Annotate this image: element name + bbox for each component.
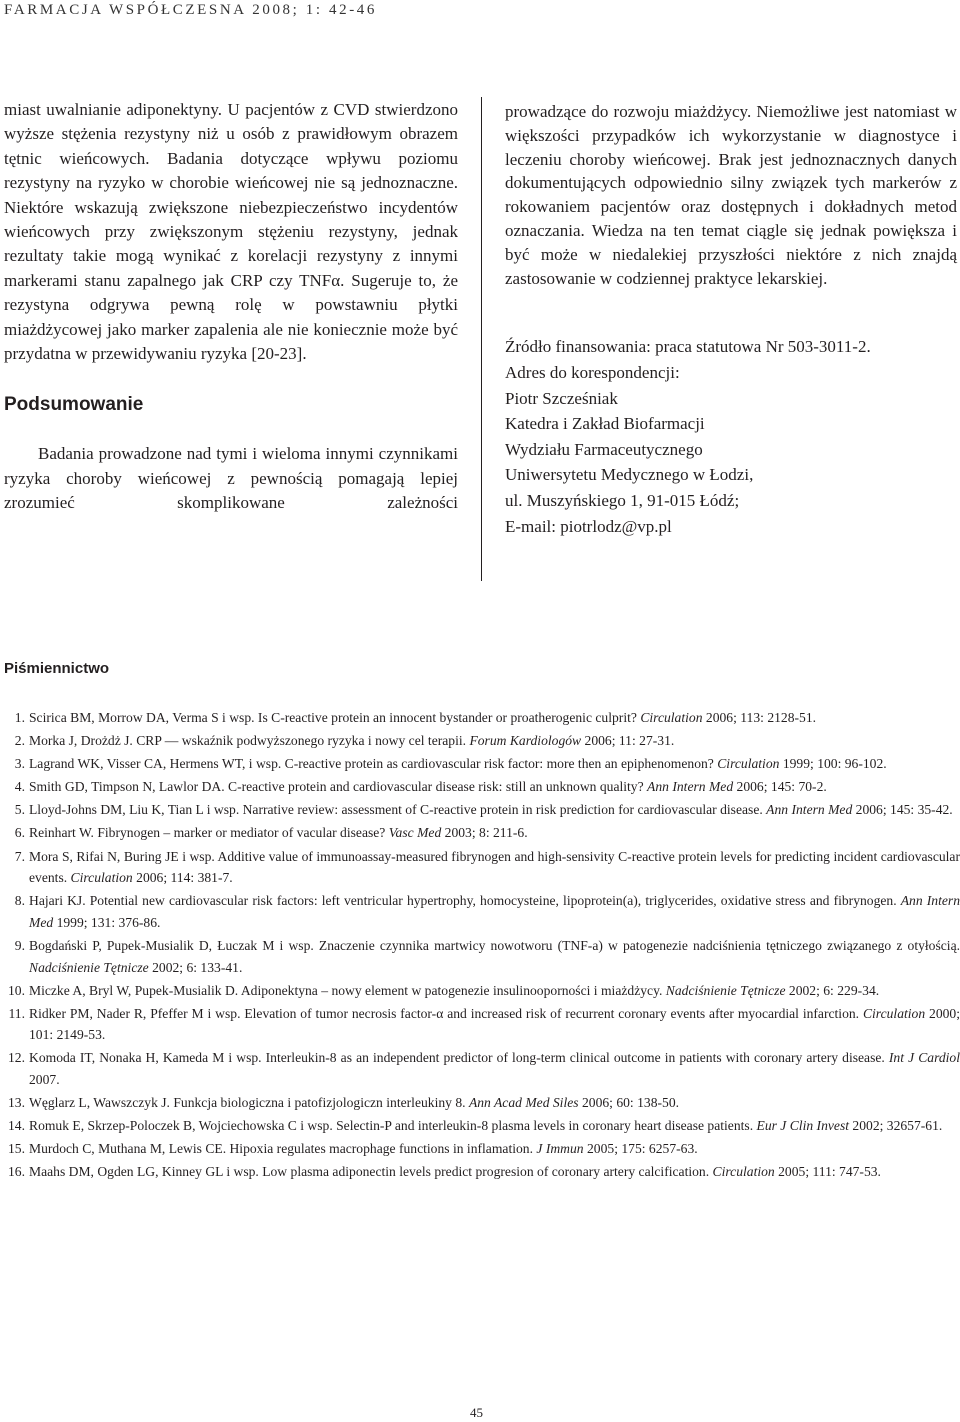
address-label: Adres do korespondencji: bbox=[505, 362, 680, 382]
reference-item bbox=[4, 1092, 960, 1114]
reference-item bbox=[4, 799, 960, 821]
author-name: Piotr Szcześniak bbox=[505, 388, 618, 408]
reference-text: Komoda IT, Nonaka H, Kameda M i wsp. Interleukin-8 as an independent predictor of long-term clinical outcome in patients with coronary artery disease. bbox=[29, 1050, 885, 1066]
reference-citation: 1999; 131: 376-86. bbox=[56, 914, 161, 930]
reference-item bbox=[4, 753, 960, 775]
faculty-line: Wydziału Farmaceutycznego bbox=[505, 439, 703, 459]
reference-number: 7. bbox=[14, 848, 25, 864]
reference-journal: Circulation bbox=[712, 1164, 775, 1180]
reference-text: Hajari KJ. Potential new cardiovascular risk factors: left ventricular hypertrophy, homocysteine, lipoprotein(a), triglycerides, oxidative stress and fibrynogen. bbox=[29, 893, 897, 909]
reference-journal: Nadciśnienie Tętnicze bbox=[29, 959, 149, 975]
reference-number: 1. bbox=[14, 710, 25, 725]
reference-journal: Ann Intern Med bbox=[766, 802, 853, 818]
reference-text: Ridker PM, Nader R, Pfeffer M i wsp. Elevation of tumor necrosis factor-α and increased risk of recurrent coronary events after myocardial infarction. bbox=[29, 1005, 860, 1021]
reference-number: 6. bbox=[14, 825, 25, 841]
reference-item bbox=[4, 935, 960, 978]
reference-journal: Int J Cardiol bbox=[888, 1050, 960, 1066]
reference-citation: 2007. bbox=[29, 1072, 60, 1087]
reference-text: Lloyd-Johns DM, Liu K, Tian L i wsp. Narrative review: assessment of C-reactive protein in risk prediction for cardiovascular disease. bbox=[29, 802, 763, 818]
reference-number: 16. bbox=[8, 1164, 25, 1180]
reference-journal: Circulation bbox=[640, 710, 703, 725]
reference-journal: Ann Acad Med Siles bbox=[468, 1095, 579, 1111]
reference-journal: Ann Intern Med bbox=[647, 779, 734, 795]
reference-citation: 2000; 101: 2149-53. bbox=[29, 1005, 960, 1043]
reference-text: Maahs DM, Ogden LG, Kinney GL i wsp. Low plasma adiponectin levels predict progresion of coronary artery calcification. bbox=[29, 1164, 710, 1180]
reference-number: 11. bbox=[8, 1005, 25, 1021]
reference-number: 2. bbox=[14, 733, 25, 749]
reference-journal: Nadciśnienie Tętnicze bbox=[665, 982, 786, 998]
reference-number: 4. bbox=[14, 779, 25, 795]
correspondence-block bbox=[505, 334, 957, 539]
reference-text: Smith GD, Timpson N, Lawlor DA. C-reactive protein and cardiovascular disease risk: still an unknown quality? bbox=[29, 779, 644, 795]
reference-text: Scirica BM, Morrow DA, Verma S i wsp. Is C-reactive protein an innocent bystander or proatherogenic culprit? bbox=[29, 710, 637, 725]
reference-text: Bogdański P, Pupek-Musialik D, Łuczak M i wsp. Znaczenie czynnika martwicy nowotworu (TNF-a) w patogenezie nadciśnienia tętniczego związanego z otyłością. bbox=[29, 937, 960, 953]
reference-citation: 2003; 8: 211-6. bbox=[444, 825, 528, 841]
journal-header: FARMACJA WSPÓŁCZESNA 2008; 1: 42-46 bbox=[4, 2, 377, 18]
reference-citation: 2006; 11: 27-31. bbox=[584, 733, 675, 749]
reference-text: Murdoch C, Muthana M, Lewis CE. Hipoxia regulates macrophage functions in inflamation. bbox=[29, 1141, 533, 1157]
reference-citation: 2006; 60: 138-50. bbox=[581, 1095, 680, 1111]
reference-item bbox=[4, 1003, 960, 1046]
reference-text: Romuk E, Skrzep-Poloczek B, Wojciechowska C i wsp. Selectin-P and interleukin-8 plasma levels in coronary heart disease patients. bbox=[29, 1118, 754, 1134]
reference-item bbox=[4, 980, 960, 1002]
reference-citation: 2002; 6: 229-34. bbox=[788, 982, 880, 998]
reference-journal: Eur J Clin Invest bbox=[756, 1118, 850, 1134]
reference-item bbox=[4, 730, 960, 752]
reference-text: Reinhart W. Fibrynogen – marker or mediator of vacular disease? bbox=[29, 825, 386, 841]
column-divider bbox=[481, 97, 482, 581]
reference-journal: Vasc Med bbox=[388, 825, 442, 841]
email-line[interactable]: E-mail: piotrlodz@vp.pl bbox=[505, 516, 672, 536]
street-address: ul. Muszyńskiego 1, 91-015 Łódź; bbox=[505, 490, 740, 510]
reference-number: 12. bbox=[8, 1050, 25, 1066]
reference-item bbox=[4, 846, 960, 889]
reference-number: 9. bbox=[14, 937, 25, 953]
reference-journal: Forum Kardiologów bbox=[469, 733, 582, 749]
reference-item bbox=[4, 1161, 960, 1183]
body-paragraph-continued: prowadzące do rozwoju miażdżycy. Niemożliwe jest natomiast w większości przypadków ich wykorzystanie w diagnostyce i leczeniu choroby wieńcowej. Brak jest jednoznacznych danych dokumentujących odpowiednio silny związek tych markerów z rokowaniem pacjentów oraz dostępnych i dokładnych metod oznaczania. Wiedza na ten temat ciągle się jednak powiększa i być może w niedalekiej przyszłości niektóre z nich znajdą zastosowanie w codziennej praktyce lekarskiej. bbox=[505, 102, 957, 288]
reference-citation: 2006; 145: 35-42. bbox=[855, 802, 953, 818]
left-column bbox=[4, 98, 458, 516]
reference-number: 15. bbox=[8, 1141, 25, 1157]
reference-journal: Circulation bbox=[862, 1005, 926, 1021]
reference-journal: J Immun bbox=[536, 1141, 584, 1157]
summary-paragraph: Badania prowadzone nad tymi i wieloma innymi czynnikami ryzyka choroby wieńcowej z pewnością pomagają lepiej zrozumieć skomplikowane zależności bbox=[4, 444, 458, 513]
section-heading-summary: Podsumowanie bbox=[4, 394, 144, 416]
reference-citation: 2005; 175: 6257-63. bbox=[587, 1141, 698, 1157]
reference-citation: 2002; 32657-61. bbox=[852, 1118, 943, 1134]
body-paragraph: miast uwalnianie adiponektyny. U pacjentów z CVD stwierdzono wyższe stężenia rezystyny niż u osób z prawidłowym obrazem tętnic wieńcowych. Badania dotyczące wpływu poziomu rezystyny na ryzyko w chorobie wieńcowej nie są jednoznaczne. Niektóre wskazują zwiększone niebezpieczeństwo incydentów wieńcowych przy zwiększonym stężeniu rezystyny, jednak rezultaty takie mogą wynikać z korelacji rezystyny z innymi markerami stanu zapalnego jak CRP czy TNFα. Sugeruje to, że rezystyna odgrywa pewną rolę w powstawniu płytki miażdżycowej jako marker zapalenia ale nie koniecznie może być przydatna w przewidywaniu ryzyka [20-23]. bbox=[4, 100, 458, 364]
reference-number: 3. bbox=[14, 756, 25, 772]
right-column bbox=[505, 100, 957, 539]
reference-citation: 2002; 6: 133-41. bbox=[152, 959, 243, 975]
reference-item bbox=[4, 1115, 960, 1137]
page-number: 45 bbox=[470, 1405, 483, 1420]
reference-item bbox=[4, 1047, 960, 1090]
references-list bbox=[4, 707, 960, 1184]
reference-item bbox=[4, 776, 960, 798]
reference-text: Miczke A, Bryl W, Pupek-Musialik D. Adiponektyna – nowy element w patogenezie insulinooporności i miażdżycy. bbox=[29, 982, 663, 998]
department-line: Katedra i Zakład Biofarmacji bbox=[505, 414, 705, 434]
reference-text: Mora S, Rifai N, Buring JE i wsp. Additive value of immunoassay-measured fibrynogen and high-sensivity C-reactive protein levels for predicting incident cardiovascular events. bbox=[29, 848, 960, 886]
reference-number: 8. bbox=[14, 893, 25, 909]
reference-text: Lagrand WK, Visser CA, Hermens WT, i wsp. C-reactive protein as cardiovascular risk factor: more then an epiphenomenon? bbox=[29, 756, 714, 772]
reference-item bbox=[4, 822, 960, 844]
reference-number: 14. bbox=[8, 1118, 25, 1134]
reference-item bbox=[4, 707, 960, 729]
university-line: Uniwersytetu Medycznego w Łodzi, bbox=[505, 465, 754, 485]
reference-number: 5. bbox=[14, 802, 25, 818]
reference-item bbox=[4, 1138, 960, 1160]
reference-text: Morka J, Drożdż J. CRP — wskaźnik podwyższonego ryzyka i nowy cel terapii. bbox=[29, 733, 467, 749]
reference-journal: Circulation bbox=[717, 756, 780, 772]
reference-citation: 2006; 114: 381-7. bbox=[136, 870, 233, 886]
reference-citation: 1999; 100: 96-102. bbox=[782, 756, 887, 772]
funding-line: Źródło finansowania: praca statutowa Nr 503-3011-2. bbox=[505, 337, 871, 357]
references-heading: Piśmiennictwo bbox=[4, 660, 110, 677]
reference-citation: 2006; 145: 70-2. bbox=[736, 779, 827, 795]
reference-item bbox=[4, 890, 960, 933]
reference-citation: 2006; 113: 2128-51. bbox=[705, 710, 817, 725]
reference-citation: 2005; 111: 747-53. bbox=[778, 1164, 881, 1180]
reference-journal: Ann Intern Med bbox=[29, 893, 960, 930]
reference-journal: Circulation bbox=[70, 870, 133, 886]
reference-text: Węglarz L, Wawszczyk J. Funkcja biologiczna i patofizjologiczn interleukiny 8. bbox=[29, 1095, 466, 1111]
reference-number: 10. bbox=[8, 982, 25, 998]
reference-number: 13. bbox=[8, 1095, 25, 1111]
